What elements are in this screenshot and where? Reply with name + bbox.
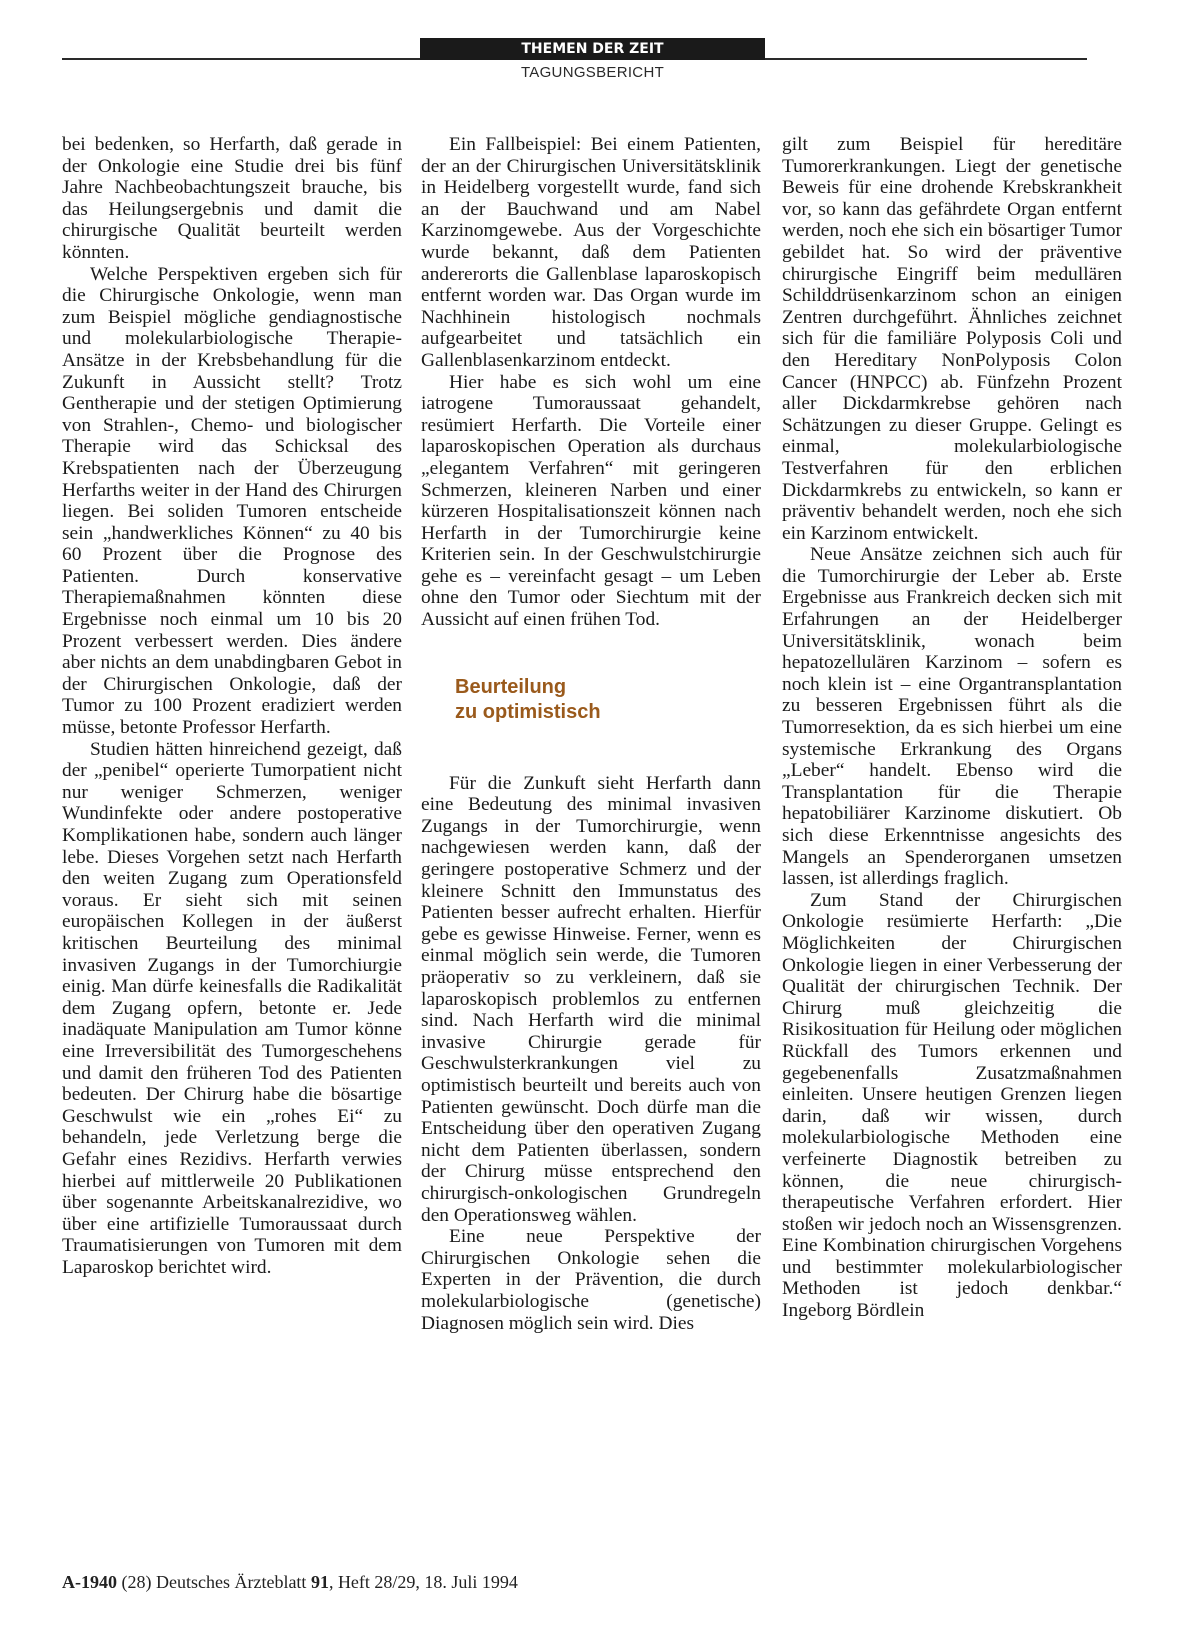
paragraph: Hier habe es sich wohl um eine iatrogene Tumoraussaat gehandelt, resümiert Herfarth. Die Vorteile einer laparoskopischen Operation als durchaus „elegantem Verfahren“ mit geringeren Schmerzen, kleineren Narben und einer kürzeren Hospitalisationszeit können nach Herfarth in der Tumorchirurgie keine Kriterien sein. In der Geschwulstchirurgie gehe es – vereinfacht gesagt – um Leben ohne den Tumor oder Siechtum mit der Aussicht auf einen frühen Tod. xyxy=(421,371,761,631)
column-3 xyxy=(782,134,1122,1322)
page-number: A-1940 xyxy=(62,1572,117,1592)
spacer xyxy=(421,631,761,675)
paragraph: Eine neue Perspektive der Chirurgischen Onkologie sehen die Experten in der Prävention, die durch molekularbiologische (genetische) Diagnosen möglich sein wird. Dies xyxy=(421,1226,761,1334)
subheading-line: Beurteilung xyxy=(455,675,567,698)
issue-info: , Heft 28/29, 18. Juli 1994 xyxy=(328,1572,518,1592)
journal-name: (28) Deutsches Ärzteblatt xyxy=(121,1572,307,1592)
subheading xyxy=(455,675,761,725)
section-banner: THEMEN DER ZEIT xyxy=(420,38,765,60)
paragraph: Neue Ansätze zeichnen sich auch für die Tumorchirurgie der Leber ab. Erste Ergebnisse aus Frankreich decken sich mit Erfahrungen an der Heidelberger Universitätsklinik, wonach beim hepatozellulären Karzinom – sofern es noch klein ist – eine Organtransplantation zu besseren Ergebnissen führt als die Tumorresektion, da es sich hierbei um eine systemische Erkrankung des Organs „Leber“ handelt. Ebenso wird die Transplantation für die Therapie hepatobiliärer Karzinome diskutiert. Ob sich diese Erkenntnisse angesichts des Mangels an Spenderorganen umsetzen lassen, ist allerdings fraglich. xyxy=(782,544,1122,890)
paragraph-text: Zum Stand der Chirurgischen Onkologie resümierte Herfarth: „Die Möglichkeiten der Chirurgischen Onkologie liegen in einer Verbesserung der Qualität der chirurgischen Technik. Der Chirurg muß gleichzeitig die Risikosituation für Heilung oder möglichen Rückfall des Tumors erkennen und gegebenenfalls Zusatzmaßnahmen einleiten. Unsere heutigen Grenzen liegen darin, daß wir wissen, durch molekularbiologische Methoden eine verfeinerte Diagnostik betreiben zu können, die neue chirurgisch-therapeutische Verfahren erfordert. Hier stoßen wir jedoch noch an Wissensgrenzen. Eine Kombination chirurgischen Vorgehens und bestimmter molekularbiologischer Methoden ist jedoch denkbar.“ xyxy=(782,889,1122,1300)
paragraph: gilt zum Beispiel für hereditäre Tumorerkrankungen. Liegt der genetische Beweis für eine drohende Krebskrankheit vor, so kann das gefährdete Organ entfernt werden, noch ehe sich ein bösartiger Tumor gebildet hat. So wird der präventive chirurgische Eingriff beim medullären Schilddrüsenkarzinom schon an einigen Zentren durchgeführt. Ähnliches zeichnet sich für die familiäre Polyposis Coli und den Hereditary NonPolyposis Colon Cancer (HNPCC) ab. Fünfzehn Prozent aller Dickdarmkrebse gehören nach Schätzungen zu dieser Gruppe. Gelingt es einmal, molekularbiologische Testverfahren für den erblichen Dickdarmkrebs zu entwickeln, so kann er präventiv behandelt werden, noch ehe sich ein Karzinom entwickelt. xyxy=(782,134,1122,544)
column-1 xyxy=(62,134,402,1278)
column-2 xyxy=(421,134,761,1334)
author-signature: Ingeborg Bördlein xyxy=(782,1300,925,1322)
volume-number: 91 xyxy=(310,1572,329,1592)
paragraph: bei bedenken, so Herfarth, daß gerade in der Onkologie eine Studie drei bis fünf Jahre Nachbeobachtungszeit brauche, bis das Heilungsergebnis und damit die chirurgische Qualität beurteilt werden könnten. xyxy=(62,134,402,263)
paragraph: Ein Fallbeispiel: Bei einem Patienten, der an der Chirurgischen Universitätsklinik in Heidelberg vorgestellt wurde, fand sich an der Bauchwand und am Nabel Karzinomgewebe. Aus der Vorgeschichte wurde bekannt, daß dem Patienten andererorts die Gallenblase laparoskopisch entfernt worden war. Das Organ wurde im Nachhinein histologisch nochmals aufgearbeitet und tatsächlich ein Gallenblasenkarzinom entdeckt. xyxy=(421,134,761,371)
subheading-line: zu optimistisch xyxy=(455,700,601,723)
paragraph: Welche Perspektiven ergeben sich für die Chirurgische Onkologie, wenn man zum Beispiel mögliche gendiagnostische und molekularbiologische Therapie-Ansätze in der Krebsbehandlung für die Zukunft in Aussicht stellt? Trotz Gentherapie und der stetigen Optimierung von Strahlen-, Chemo- und biologischer Therapie wird das Schicksal des Krebspatienten nach der Überzeugung Herfarths weiter in der Hand des Chirurgen liegen. Bei soliden Tumoren entscheide sein „handwerkliches Können“ zu 40 bis 60 Prozent über die Prognose des Patienten. Durch konservative Therapiemaßnahmen könnten diese Ergebnisse noch einmal um 10 bis 20 Prozent verbessert werden. Dies ändere aber nichts an dem unabdingbaren Gebot in der Chirurgischen Onkologie, daß der Tumor zu 100 Prozent eradiziert werden müsse, betonte Professor Herfarth. xyxy=(62,263,402,739)
paragraph: Für die Zunkuft sieht Herfarth dann eine Bedeutung des minimal invasiven Zugangs in der Tumorchirurgie, wenn nachgewiesen werden kann, daß der geringere postoperative Schmerz und der kleinere Schnitt den Immunstatus des Patienten besser aufrecht erhalten. Hierfür gebe es gewisse Hinweise. Ferner, wenn es einmal möglich sein werde, die Tumoren präoperativ so zu verkleinern, daß sie laparoskopisch problemlos zu entfernen sind. Nach Herfarth wird die minimal invasive Chirurgie gerade für Geschwulsterkrankungen viel zu optimistisch beurteilt und bereits auch von Patienten gewünscht. Doch dürfe man die Entscheidung über den operativen Zugang nicht dem Patienten überlassen, sondern der Chirurg müsse entsprechend den chirurgisch-onkologischen Grundregeln den Operationsweg wählen. xyxy=(421,772,761,1226)
page-footer xyxy=(62,1572,518,1593)
paragraph: Studien hätten hinreichend gezeigt, daß der „penibel“ operierte Tumorpatient nicht nur weniger Schmerzen, weniger Wundinfekte oder andere postoperative Komplikationen habe, sondern auch länger lebe. Dieses Vorgehen setzt nach Herfarth den weiten Zugang zum Operationsfeld voraus. Er sieht sich mit seinen europäischen Kollegen in der äußerst kritischen Beurteilung des minimal invasiven Zugangs in der Tumorchiurgie einig. Man dürfe keinesfalls die Radikalität dem Zugang opfern, betonte er. Jede inadäquate Manipulation am Tumor könne eine Irreversibilität des Tumorgeschehens und damit den früheren Tod des Patienten bedeuten. Der Chirurg habe die bösartige Geschwulst wie ein „rohes Ei“ zu behandeln, jede Verletzung berge die Gefahr eines Rezidivs. Herfarth verwies hierbei auf mittlerweile 20 Publikationen über sogenannte Arbeitskanalrezidive, wo über eine artifizielle Tumoraussaat durch Traumatisierungen von Tumoren mit dem Laparoskop berichtet wird. xyxy=(62,738,402,1278)
paragraph xyxy=(782,890,1122,1322)
subsection-label: TAGUNGSBERICHT xyxy=(520,64,665,81)
